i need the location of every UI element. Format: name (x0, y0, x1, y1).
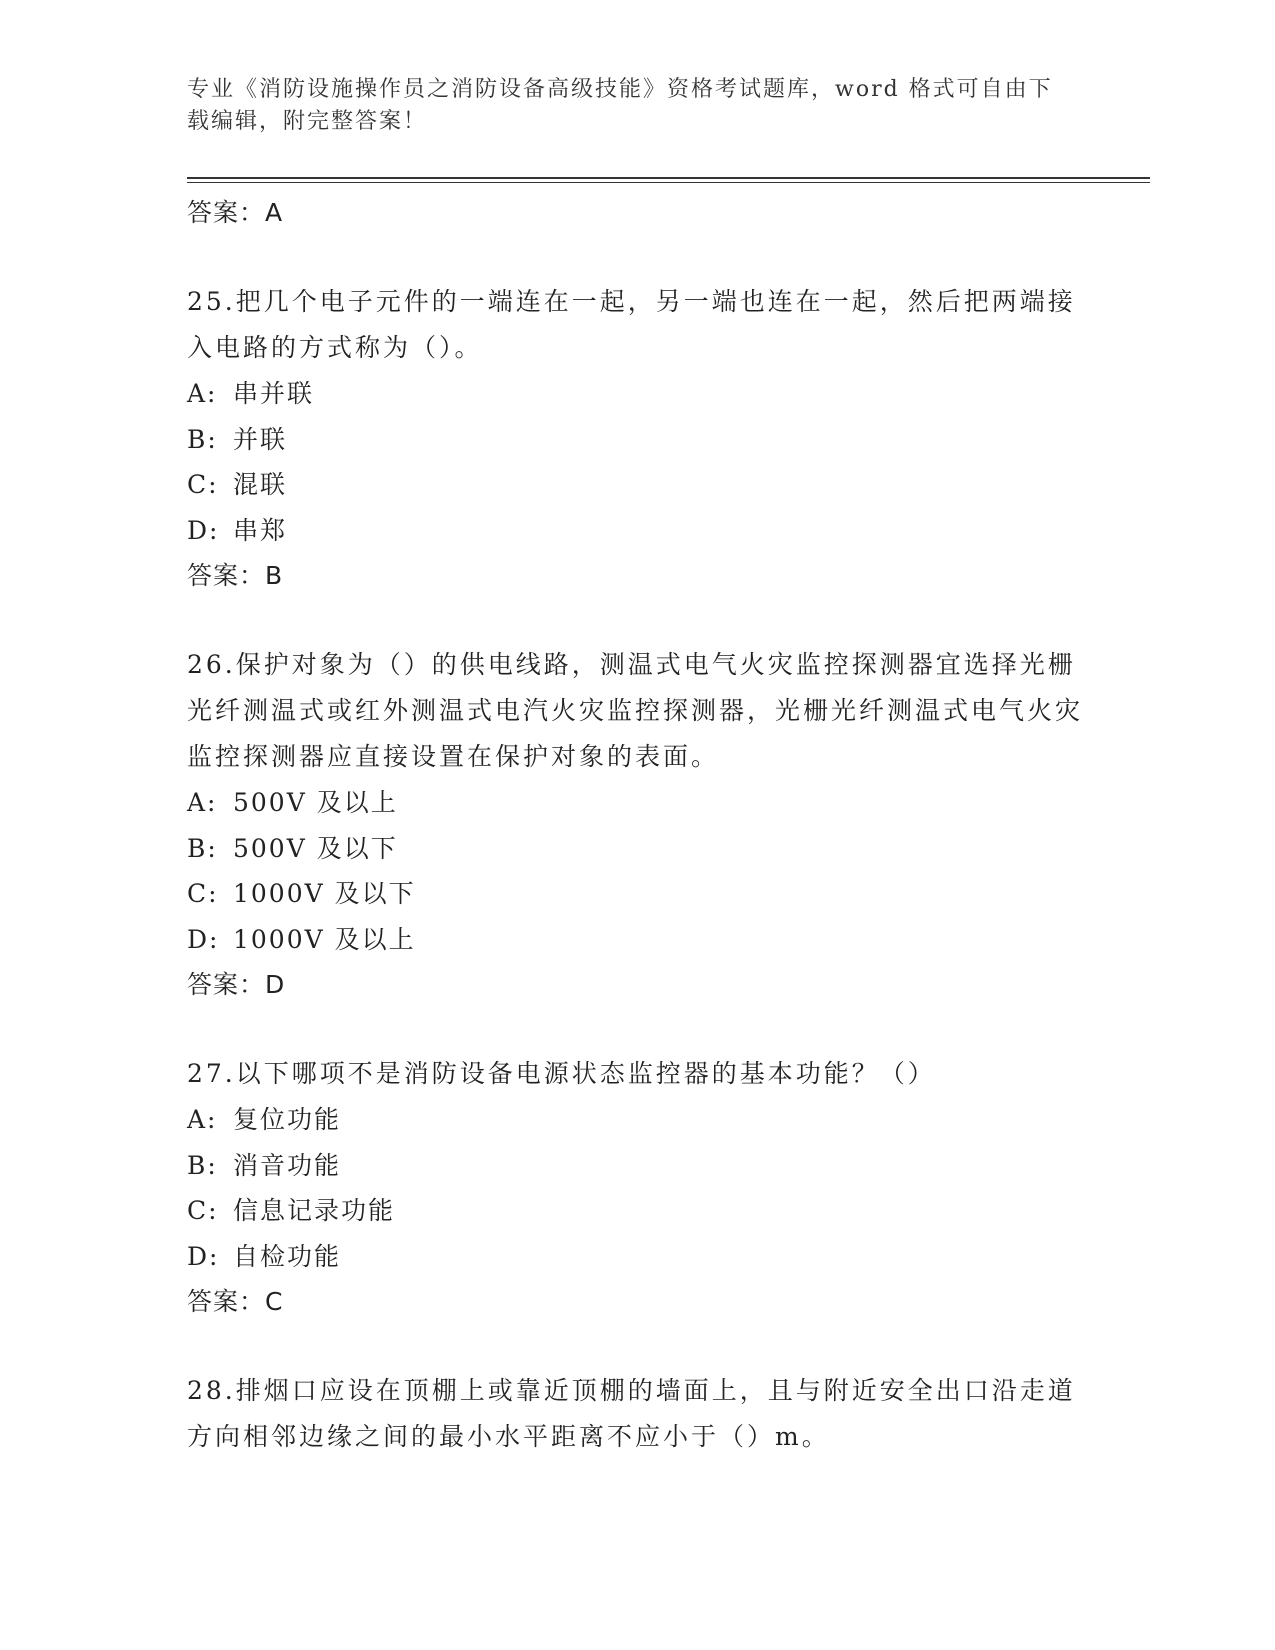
question-28 (187, 1368, 1087, 1460)
option-d (187, 917, 1087, 963)
option-key: B: (187, 833, 218, 863)
header-rule (187, 177, 1150, 179)
option-value: 500V 及以下 (233, 833, 398, 863)
option-value: 消音功能 (233, 1150, 342, 1180)
option-key: A: (187, 379, 218, 408)
document-body (187, 190, 1087, 1460)
option-c (187, 871, 1087, 917)
header-rule-thin (187, 182, 1150, 183)
option-d (187, 508, 1087, 554)
option-value: 并联 (233, 424, 288, 454)
page-header: 专业《消防设施操作员之消防设备高级技能》资格考试题库，word 格式可自由下载编辑，附完整答案！ (187, 77, 1053, 134)
option-key: B: (187, 1150, 218, 1180)
option-key: A: (187, 788, 218, 817)
option-b (187, 1143, 1087, 1189)
option-a (187, 1097, 1087, 1143)
option-value: 1000V 及以上 (233, 924, 416, 954)
option-key: D: (187, 1241, 220, 1271)
answer: 答案：D (187, 970, 286, 999)
answer-prev: 答案：A (187, 198, 284, 227)
option-key: B: (187, 424, 218, 454)
question-25 (187, 279, 1087, 598)
option-d (187, 1234, 1087, 1280)
option-key: A: (187, 1105, 218, 1134)
question-27 (187, 1051, 1087, 1324)
question-26 (187, 642, 1087, 1007)
option-value: 自检功能 (233, 1241, 342, 1271)
option-b (187, 417, 1087, 463)
option-key: C: (187, 879, 219, 908)
question-text: 27.以下哪项不是消防设备电源状态监控器的基本功能？（） (187, 1059, 936, 1088)
option-value: 混联 (233, 470, 288, 499)
option-key: D: (187, 924, 220, 954)
option-value: 串并联 (233, 379, 315, 408)
option-value: 信息记录功能 (233, 1196, 396, 1225)
option-key: C: (187, 1196, 219, 1225)
option-c (187, 462, 1087, 508)
option-c (187, 1188, 1087, 1234)
option-value: 串郑 (233, 515, 288, 545)
option-a (187, 371, 1087, 417)
option-value: 复位功能 (233, 1105, 342, 1134)
option-value: 500V 及以上 (233, 788, 398, 817)
option-key: C: (187, 470, 219, 499)
question-text: 26.保护对象为（）的供电线路，测温式电气火灾监控探测器宜选择光栅光纤测温式或红外测温式电汽火灾监控探测器，光栅光纤测温式电气火灾监控探测器应直接设置在保护对象的表面。 (187, 650, 1084, 771)
answer: 答案：B (187, 561, 284, 590)
answer: 答案：C (187, 1287, 284, 1316)
question-text: 25.把几个电子元件的一端连在一起，另一端也连在一起，然后把两端接入电路的方式称为（）。 (187, 287, 1076, 362)
question-text: 28.排烟口应设在顶棚上或靠近顶棚的墙面上，且与附近安全出口沿走道方向相邻边缘之间的最小水平距离不应小于（）m。 (187, 1376, 1076, 1451)
option-b (187, 826, 1087, 872)
option-value: 1000V 及以下 (233, 879, 416, 908)
option-key: D: (187, 515, 220, 545)
option-a (187, 780, 1087, 826)
